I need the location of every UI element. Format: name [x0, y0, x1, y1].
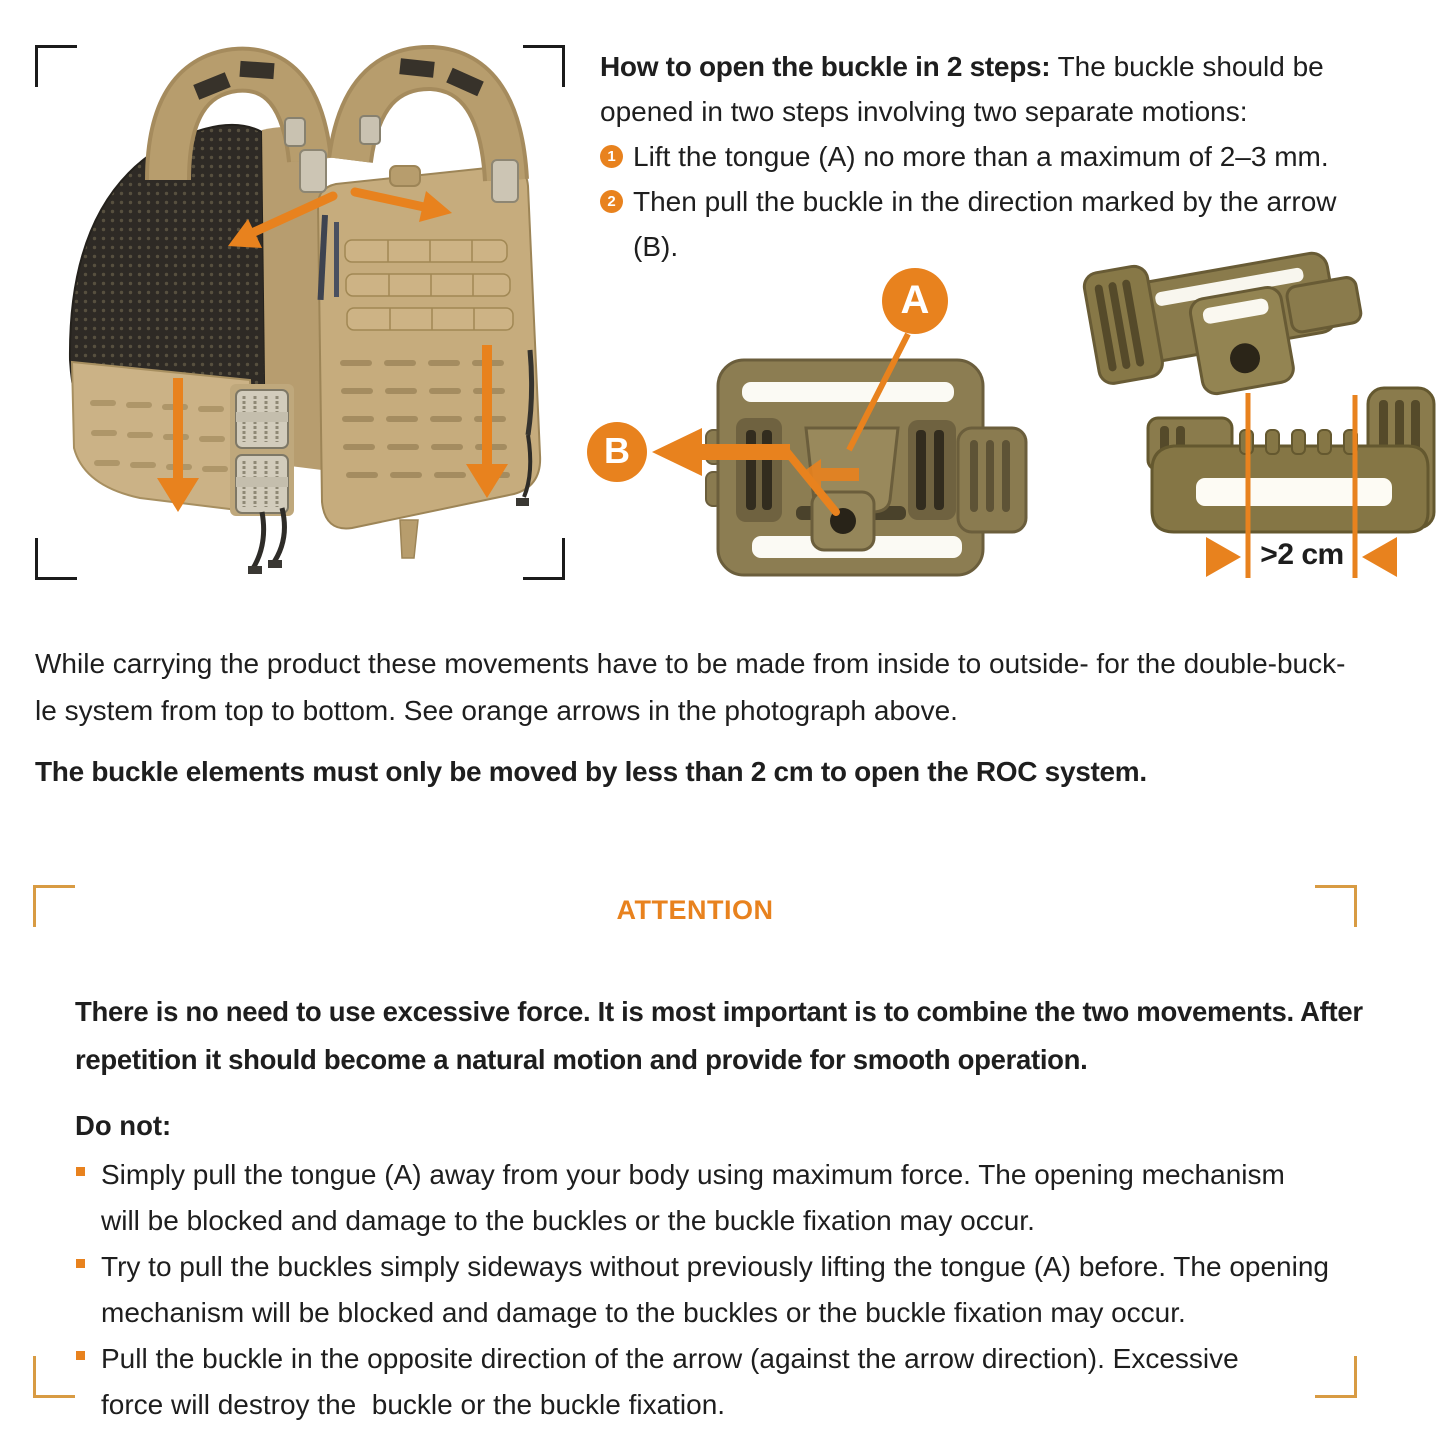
attention-warning	[75, 988, 1363, 1084]
list-item	[75, 1336, 1415, 1428]
donot-list	[75, 1152, 1415, 1428]
buckle-photo-closed	[706, 360, 1026, 575]
intro-lead-bold: How to open the buckle in 2 steps:	[600, 50, 1051, 82]
vest-buckle-left	[300, 150, 326, 192]
list-item-line: mechanism will be blocked and damage to the buckles or the buckle fixation may occur.	[101, 1297, 1186, 1328]
body-paragraph-line-2: le system from top to bottom. See orange arrows in the photograph above.	[35, 695, 958, 726]
list-item	[75, 1244, 1415, 1336]
vest-roc-buckles	[230, 384, 294, 574]
vest-cummerbund	[72, 362, 254, 512]
vest-drag-handle	[390, 166, 420, 186]
step-2-text: Then pull the buckle in the direction marked by the arrow	[633, 185, 1337, 217]
triangle-left-icon	[1362, 537, 1397, 577]
step-1	[600, 134, 1440, 179]
bullet-square-icon	[76, 1259, 85, 1268]
body-paragraph	[35, 640, 1345, 734]
list-item-line: Simply pull the tongue (A) away from your body using maximum force. The opening mechanism	[101, 1159, 1285, 1190]
intro-line-2: opened in two steps involving two separate motions:	[600, 95, 1248, 127]
intro-block	[600, 44, 1440, 269]
attention-heading: ATTENTION	[616, 895, 774, 925]
vest-buckle-right	[492, 160, 518, 202]
intro-lead-rest: The buckle should be	[1050, 50, 1324, 82]
callout-label-b: B	[587, 422, 647, 482]
attention-warning-line-2: repetition it should become a natural motion and provide for smooth operation.	[75, 1044, 1088, 1075]
step-1-text: Lift the tongue (A) no more than a maximum of 2–3 mm.	[633, 140, 1329, 172]
list-item-line: Pull the buckle in the opposite direction of the arrow (against the arrow direction). Excessive	[101, 1343, 1239, 1374]
body-paragraph-line-1: While carrying the product these movements have to be made from inside to outside- for the double-buck-	[35, 648, 1346, 679]
callout-label-a: A	[882, 268, 948, 334]
list-item-line: will be blocked and damage to the buckles or the buckle fixation may occur.	[101, 1205, 1035, 1236]
donot-label: Do not:	[75, 1110, 172, 1141]
roc-bold-statement: The buckle elements must only be moved by less than 2 cm to open the ROC system.	[35, 756, 1147, 787]
vest-bottom-tab	[400, 520, 418, 558]
triangle-right-icon	[1206, 537, 1241, 577]
attention-corner-bottom-left	[33, 1356, 75, 1398]
step-1-number-badge: 1	[600, 145, 623, 168]
measurement-label: >2 cm	[1260, 538, 1344, 571]
list-item-line: Try to pull the buckles simply sideways without previously lifting the tongue (A) before. The opening	[101, 1251, 1329, 1282]
vest-toggle-right	[516, 498, 529, 506]
buckle-open-lower	[1148, 388, 1434, 532]
step-2	[600, 179, 1440, 224]
step-2-number-badge: 2	[600, 190, 623, 213]
vest-cord-left2	[334, 222, 339, 297]
bullet-square-icon	[76, 1167, 85, 1176]
buckle-photo-open	[1082, 229, 1434, 532]
vest-photo	[70, 58, 540, 574]
intro-line-1	[600, 44, 1440, 89]
vest-webbing	[345, 240, 513, 330]
attention-warning-line-1: There is no need to use excessive force. It is most important is to combine the two movements. After	[75, 996, 1363, 1027]
step-2-continuation: (B).	[633, 230, 679, 262]
list-item-line: force will destroy the buckle or the buckle fixation.	[101, 1389, 726, 1420]
bullet-square-icon	[76, 1351, 85, 1360]
list-item	[75, 1152, 1415, 1244]
